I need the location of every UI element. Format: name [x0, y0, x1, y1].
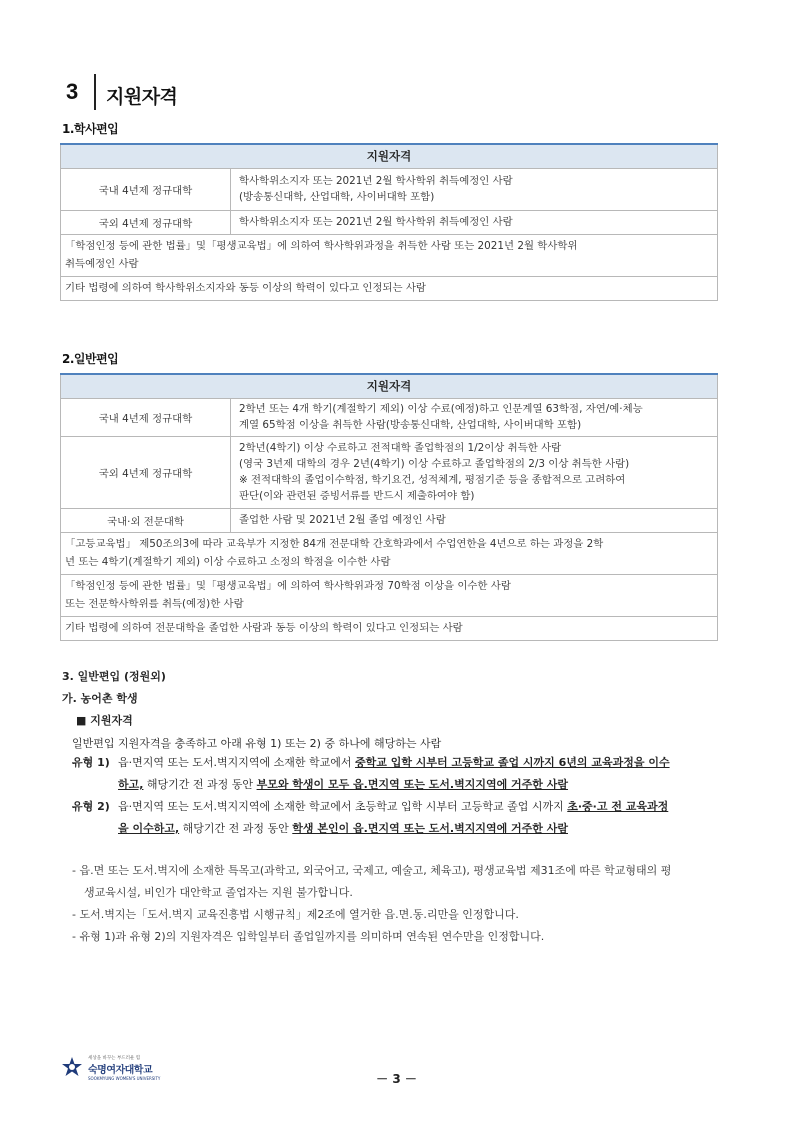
section2-table	[60, 373, 718, 641]
note-item: - 도서.벽지는「도서.벽지 교육진흥법 시행규칙」제2조에 열거한 읍.면.동.리만을 인정합니다.	[72, 908, 519, 921]
section3-bullet: ■ 지원자격	[76, 714, 133, 727]
row-value-line: 2학년(4학기) 이상 수료하고 전적대학 졸업학점의 1/2이상 취득한 사람	[239, 442, 562, 454]
table-row	[61, 616, 718, 640]
row-value	[231, 398, 718, 436]
type1-emphasis: 하고,	[118, 778, 144, 791]
type1-emphasis: 부모와 학생이 모두 읍.면지역 또는 도서.벽지지역에 거주한 사람	[256, 778, 569, 791]
type1-text: 읍·면지역 또는 도서.벽지지역에 소재한 학교에서	[118, 756, 355, 769]
table-row	[61, 210, 718, 234]
row-value	[231, 436, 718, 508]
table-row	[61, 234, 718, 276]
section2-table-header: 지원자격	[61, 374, 718, 398]
section1-table-header: 지원자격	[61, 144, 718, 168]
chapter-title: 지원자격	[106, 85, 178, 108]
logo-university-name: 숙명여자대학교	[88, 1065, 153, 1076]
type2-paragraph	[72, 796, 737, 840]
row-value-line: 계열 65학점 이상을 취득한 사람(방송통신대학, 산업대학, 사이버대학 포함)	[239, 419, 582, 431]
type2-label: 유형 2)	[72, 800, 110, 813]
row-full-line: 「학점인정 등에 관한 법률」및「평생교육법」에 의하여 학사학위과정을 취득한 사람 또는 2021년 2월 학사학위	[65, 240, 578, 252]
row-full	[61, 574, 718, 616]
row-value-line: (방송통신대학, 산업대학, 사이버대학 포함)	[239, 191, 435, 203]
row-full	[61, 532, 718, 574]
page-number: － 3 －	[376, 1072, 417, 1086]
row-full-line: 또는 전문학사학위를 취득(예정)한 사람	[65, 598, 244, 610]
row-value-line: 판단(이와 관련된 증빙서류를 반드시 제출하여야 함)	[239, 490, 475, 502]
row-label: 국내 4년제 정규대학	[61, 398, 231, 436]
type1-text: 해당기간 전 과정 동안	[143, 778, 257, 791]
type1-label: 유형 1)	[72, 756, 110, 769]
section1-title: 1.학사편입	[62, 122, 119, 136]
type2-text: 해당기간 전 과정 동안	[179, 822, 293, 835]
row-value-line: (영국 3년제 대학의 경우 2년(4학기) 이상 수료하고 졸업학점의 2/3 이상 취득한 사람)	[239, 458, 630, 470]
type2-text: 읍·면지역 또는 도서.벽지지역에 소재한 학교에서 초등학교 입학 시부터 고등학교 졸업 시까지	[118, 800, 568, 813]
note-item: 생교육시설, 비인가 대안학교 졸업자는 지원 불가합니다.	[84, 886, 353, 899]
logo-university-english: SOOKMYUNG WOMEN'S UNIVERSITY	[88, 1076, 161, 1081]
row-value-line: ※ 전적대학의 졸업이수학점, 학기요건, 성적체계, 평점기준 등을 종합적으로 고려하여	[239, 474, 626, 486]
table-row	[61, 276, 718, 300]
row-full-line: 「학점인정 등에 관한 법률」및「평생교육법」에 의하여 학사학위과정 70학점 이상을 이수한 사람	[65, 580, 511, 592]
row-value: 졸업한 사람 및 2021년 2월 졸업 예정인 사람	[231, 508, 718, 532]
row-value-line: 학사학위소지자 또는 2021년 2월 학사학위 취득예정인 사람	[239, 175, 513, 187]
row-full: 기타 법령에 의하여 전문대학을 졸업한 사람과 동등 이상의 학력이 있다고 인정되는 사람	[61, 616, 718, 640]
type1-paragraph	[72, 752, 737, 796]
section3-title: 3. 일반편입 (정원외)	[62, 670, 166, 683]
row-full-line: 「고등교육법」 제50조의3에 따라 교육부가 지정한 84개 전문대학 간호학과에서 수업연한을 4년으로 하는 과정을 2학	[65, 538, 604, 550]
row-full-line: 년 또는 4학기(계절학기 제외) 이상 수료하고 소정의 학점을 이수한 사람	[65, 556, 391, 568]
type2-emphasis: 을 이수하고,	[118, 822, 180, 835]
type1-emphasis: 중학교 입학 시부터 고등학교 졸업 시까지 6년의 교육과정을 이수	[355, 756, 670, 769]
section1-table	[60, 143, 718, 301]
row-label: 국외 4년제 정규대학	[61, 436, 231, 508]
note-item: - 읍.면 또는 도서.벽지에 소재한 특목고(과학고, 외국어고, 국제고, 예술고, 체육고), 평생교육법 제31조에 따른 학교형태의 평	[72, 864, 672, 877]
table-row	[61, 508, 718, 532]
logo-slogan: 세상을 바꾸는 부드러운 힘	[88, 1056, 141, 1061]
row-value: 학사학위소지자 또는 2021년 2월 학사학위 취득예정인 사람	[231, 210, 718, 234]
row-full-line: 취득예정인 사람	[65, 258, 139, 270]
table-row	[61, 574, 718, 616]
notes-list	[72, 860, 737, 948]
section3-intro: 일반편입 지원자격을 충족하고 아래 유형 1) 또는 2) 중 하나에 해당하는 사람	[72, 737, 442, 750]
type2-emphasis: 학생 본인이 읍.면지역 또는 도서.벽지지역에 거주한 사람	[292, 822, 568, 835]
row-full	[61, 234, 718, 276]
table-row	[61, 532, 718, 574]
chapter-heading	[66, 72, 177, 112]
row-label: 국내·외 전문대학	[61, 508, 231, 532]
row-value-line: 2학년 또는 4개 학기(계절학기 제외) 이상 수료(예정)하고 인문계열 63학점, 자연/예·체능	[239, 403, 643, 415]
chapter-number: 3	[66, 79, 79, 104]
table-row	[61, 436, 718, 508]
row-value	[231, 168, 718, 210]
section3-subtitle: 가. 농어촌 학생	[62, 692, 138, 705]
note-item: - 유형 1)과 유형 2)의 지원자격은 입학일부터 졸업일까지를 의미하며 연속된 연수만을 인정합니다.	[72, 930, 545, 943]
chapter-divider	[94, 74, 96, 110]
table-row	[61, 168, 718, 210]
section2-title: 2.일반편입	[62, 352, 119, 366]
row-label: 국외 4년제 정규대학	[61, 210, 231, 234]
row-full: 기타 법령에 의하여 학사학위소지자와 동등 이상의 학력이 있다고 인정되는 사람	[61, 276, 718, 300]
row-label: 국내 4년제 정규대학	[61, 168, 231, 210]
table-row	[61, 398, 718, 436]
type2-emphasis: 초·중·고 전 교육과정	[567, 800, 669, 813]
